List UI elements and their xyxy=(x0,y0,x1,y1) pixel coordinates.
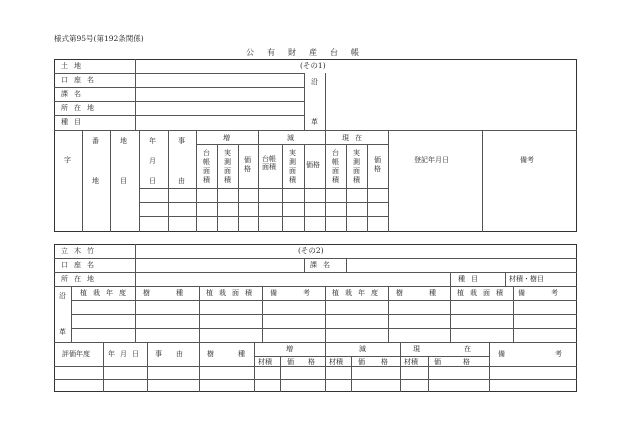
col-planting-year-2: 植栽年度 xyxy=(332,289,384,297)
label-standing-timber: 立木竹 xyxy=(61,247,100,255)
col-tree-species-1: 樹種 xyxy=(143,289,209,297)
col-decrease: 減 xyxy=(287,134,294,142)
cur-ledger-area: 台帳面積 xyxy=(332,149,339,184)
col-remarks: 備考 xyxy=(520,156,534,164)
form-number: 様式第95号(第192条関係) xyxy=(54,34,144,43)
col-tree-species-2: 樹種 xyxy=(396,289,462,297)
col-current-2: 現在 xyxy=(413,345,515,353)
col-remarks-2: 備考 xyxy=(518,289,584,297)
col-lot-top: 番 xyxy=(92,137,99,145)
label-account-name: 口座名 xyxy=(61,76,100,84)
col-month: 月 xyxy=(149,157,156,165)
label-kind: 種目 xyxy=(458,275,484,283)
col-reason: 事由 xyxy=(155,350,197,358)
inc-price-2: 価格 xyxy=(287,358,329,366)
dec-price: 価格 xyxy=(306,161,320,169)
inc-price: 価格 xyxy=(244,156,251,173)
label-category: 種目 xyxy=(61,118,87,126)
dec-price-2: 価格 xyxy=(358,358,404,366)
page-title: 公有財産台帳 xyxy=(246,48,372,57)
inc-volume: 材積 xyxy=(258,358,272,366)
label-section-name: 課名 xyxy=(61,90,87,98)
inc-ledger-area: 台帳面積 xyxy=(203,149,210,184)
col-increase: 増 xyxy=(223,134,230,142)
col-year: 年 xyxy=(149,137,156,145)
label-section-name-2: 課名 xyxy=(310,261,336,269)
col-char: 字 xyxy=(64,156,71,164)
history2-top: 沿 xyxy=(59,292,66,300)
col-reason-bottom: 由 xyxy=(178,177,185,185)
col-lot-bottom: 地 xyxy=(92,177,99,185)
col-date: 年月日 xyxy=(108,350,144,358)
label-volume-count: 材積・樹目 xyxy=(509,275,544,283)
label-account-name-2: 口座名 xyxy=(61,261,100,269)
history-label-bottom: 革 xyxy=(311,118,318,126)
col-day: 日 xyxy=(149,177,156,185)
label-land: 土地 xyxy=(61,62,87,70)
history2-bottom: 革 xyxy=(59,328,66,336)
col-registration-date: 登記年月日 xyxy=(414,156,449,164)
inc-surveyed-area: 実測面積 xyxy=(224,149,231,184)
dec-ledger-area: 台帳面積 xyxy=(262,155,276,171)
cur-price: 価格 xyxy=(374,156,381,173)
col-increase-2: 増 xyxy=(286,345,293,353)
col-remarks-1: 備考 xyxy=(270,289,336,297)
dec-volume: 材積 xyxy=(329,358,343,366)
sheet2-subtitle: (その2) xyxy=(298,246,324,255)
col-category-top: 地 xyxy=(120,137,127,145)
cur-volume: 材積 xyxy=(404,358,418,366)
col-planting-area-2: 植栽面積 xyxy=(457,289,509,297)
sheet1-subtitle: (その1) xyxy=(300,61,326,70)
col-species: 樹種 xyxy=(207,350,269,358)
dec-surveyed-area: 実測面積 xyxy=(289,149,296,184)
col-decrease-2: 減 xyxy=(359,345,366,353)
col-remarks-3: 備考 xyxy=(498,350,612,358)
col-valuation-year: 評価年度 xyxy=(62,350,90,358)
cur-surveyed-area: 実測面積 xyxy=(353,149,360,184)
cur-price-2: 価格 xyxy=(434,358,492,366)
label-location: 所在地 xyxy=(61,104,100,112)
label-location-2: 所在地 xyxy=(61,275,100,283)
col-category-bottom: 目 xyxy=(120,177,127,185)
col-current: 現在 xyxy=(342,134,368,142)
col-reason-top: 事 xyxy=(178,137,185,145)
history-label-top: 沿 xyxy=(311,78,318,86)
col-planting-year-1: 植栽年度 xyxy=(80,289,132,297)
col-planting-area-1: 植栽面積 xyxy=(206,289,258,297)
